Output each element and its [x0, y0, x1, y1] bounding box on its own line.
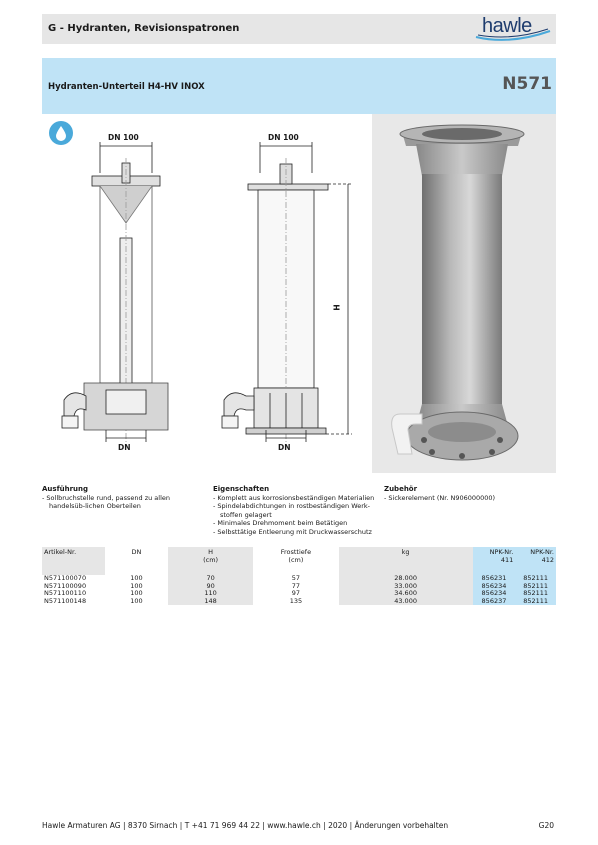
- cell-kg: 34.600: [339, 590, 473, 598]
- section-title: G - Hydranten, Revisionspatronen: [48, 23, 240, 34]
- table-header-row: [42, 547, 556, 575]
- eigenschaften-item: - Spindelabdichtungen in rostbeständigen Werk-stoffen gelagert: [213, 502, 371, 519]
- product-name: Hydranten-Unterteil H4-HV INOX: [48, 82, 205, 92]
- technical-drawing: [56, 128, 366, 458]
- cell-h: 90: [168, 583, 253, 591]
- col-header-dn: DN: [105, 547, 168, 575]
- cell-artikel: N571100110: [44, 589, 87, 597]
- page-footer: Hawle Armaturen AG | 8370 Sirnach | T +41 71 969 44 22 | www.hawle.ch | 2020 | Änderungen vorbehalten: [42, 821, 449, 830]
- eigenschaften-item: - Selbsttätige Entleerung mit Druckwasserschutz: [213, 527, 372, 536]
- cell-kg: 33.000: [339, 583, 473, 591]
- dimension-label-top-right: DN 100: [268, 133, 299, 142]
- cell-dn: 100: [130, 596, 143, 605]
- cell-frosttiefe: 57: [291, 574, 301, 582]
- logo-text: hawle: [482, 15, 532, 37]
- zubehoer-title: Zubehör: [384, 485, 418, 493]
- table-row: [42, 598, 556, 606]
- cell-dn: 100: [130, 589, 143, 597]
- cell-dn: 100: [130, 581, 143, 590]
- col-header-npk-411: NPK-Nr. 411: [473, 547, 516, 575]
- cell-npk-412: 852111: [515, 583, 556, 591]
- cell-artikel: N571100070: [44, 574, 87, 582]
- product-photo: [372, 114, 556, 473]
- dimension-label-height: H: [332, 304, 342, 311]
- cell-frosttiefe: 97: [291, 589, 301, 597]
- cell-frosttiefe: 77: [291, 581, 301, 590]
- cell-npk-412: 852111: [515, 598, 556, 606]
- hawle-logo: [470, 13, 554, 43]
- product-code: N571: [502, 74, 552, 94]
- dimension-label-bottom-left: DN: [118, 443, 131, 452]
- dimension-label-bottom-right: DN: [278, 443, 291, 452]
- cell-h: 110: [168, 590, 253, 598]
- col-header-kg: kg: [339, 547, 473, 575]
- cell-frosttiefe: 135: [289, 596, 303, 605]
- zubehoer-item: - Sickerelement (Nr. N906000000): [384, 493, 496, 502]
- ausfuehrung-item: - Sollbruchstelle rund, passend zu allen handelsüb-lichen Oberteilen: [42, 493, 171, 511]
- cell-artikel: N571100090: [44, 581, 87, 590]
- col-header-frosttiefe: Frosttiefe (cm): [253, 547, 338, 575]
- cell-kg: 28.000: [339, 575, 473, 583]
- article-table: [42, 547, 556, 605]
- dimension-label-top-left: DN 100: [108, 133, 139, 142]
- cell-h: 148: [168, 598, 253, 606]
- cell-npk-412: 852111: [515, 575, 556, 583]
- page-number: G20: [538, 821, 554, 830]
- eigenschaften-title: Eigenschaften: [213, 485, 270, 493]
- cell-npk-411: 856234: [473, 590, 516, 598]
- cell-artikel: N571100148: [44, 596, 87, 605]
- zubehoer-column: [384, 485, 554, 502]
- col-header-h: H (cm): [168, 547, 253, 575]
- cell-npk-411: 856234: [473, 583, 516, 591]
- eigenschaften-column: [213, 485, 378, 537]
- col-header-artikel: Artikel-Nr.: [42, 547, 105, 575]
- ausfuehrung-column: [42, 485, 207, 511]
- cell-kg: 43.000: [339, 598, 473, 606]
- eigenschaften-item: - Komplett aus korrosionsbeständigen Materialien: [213, 493, 375, 502]
- eigenschaften-item: - Minimales Drehmoment beim Betätigen: [213, 519, 348, 528]
- cell-npk-412: 852111: [515, 590, 556, 598]
- cell-h: 70: [168, 575, 253, 583]
- col-header-npk-412: NPK-Nr. 412: [515, 547, 556, 575]
- cell-npk-411: 856237: [473, 598, 516, 606]
- cell-dn: 100: [130, 574, 143, 582]
- ausfuehrung-title: Ausführung: [42, 485, 89, 493]
- cell-npk-411: 856231: [473, 575, 516, 583]
